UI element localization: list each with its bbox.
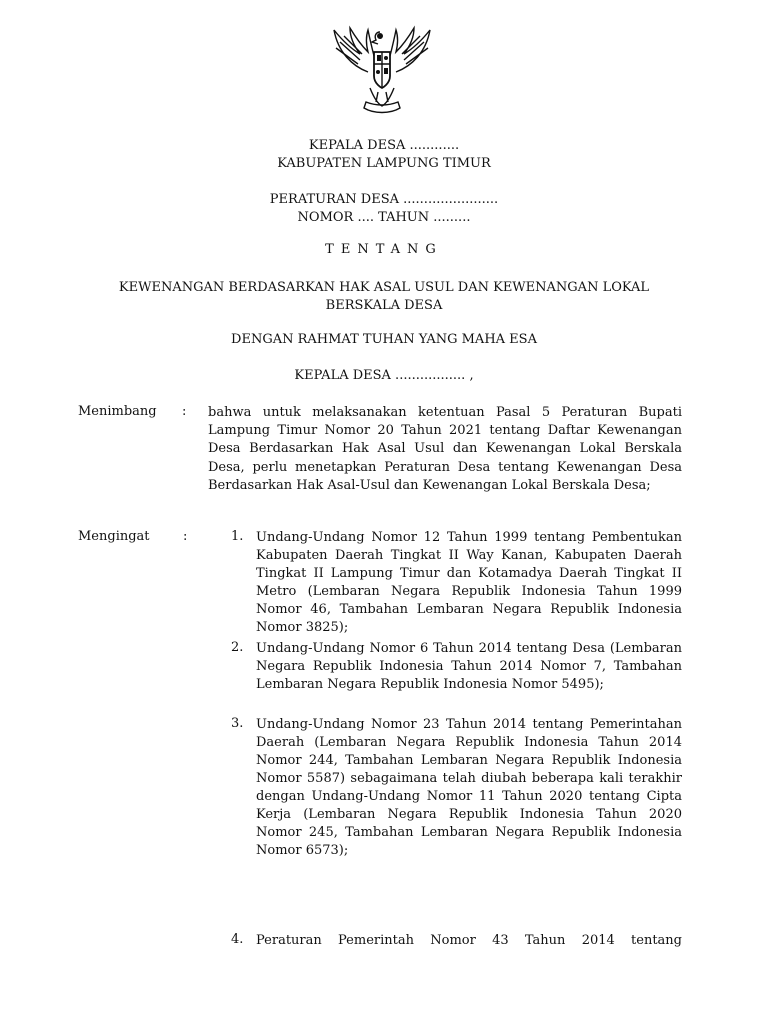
list-item-number: 1. [231,529,244,544]
list-item-number: 3. [231,716,244,731]
list-item-text: Undang-Undang Nomor 23 Tahun 2014 tentang Pemerintahan Daerah (Lembaran Negara Republik Indonesia Tahun 2014 Nomor 244, Tambahan Lembaran Negara Republik Indonesia Nomor 5587) sebagaimana telah diubah beberapa kali terakhir dengan Undang-Undang Nomor 11 Tahun 2020 tentang Cipta Kerja (Lembaran Negara Republik Indonesia Tahun 2020 Nomor 245, Tambahan Lembaran Negara Republik Indonesia Nomor 6573); [256,717,682,858]
menimbang-text: bahwa untuk melaksanakan ketentuan Pasal 5 Peraturan Bupati Lampung Timur Nomor 20 Tahun 2021 tentang Daftar Kewenangan Desa Berdasarkan Hak Asal Usul dan Kewenangan Lokal Berskala Desa, perlu menetapkan Peraturan Desa tentang Kewenangan Desa Berdasarkan Hak Asal-Usul dan Kewenangan Lokal Berskala Desa; [208,405,682,493]
menimbang-colon: : [182,404,187,419]
garuda-emblem-icon [330,22,434,120]
menimbang-label: Menimbang [78,404,157,419]
mengingat-label: Mengingat [78,529,150,544]
list-item-text: Undang-Undang Nomor 12 Tahun 1999 tentang Pembentukan Kabupaten Daerah Tingkat II Way Kanan, Kabupaten Daerah Tingkat II Lampung Timur dan Kotamadya Daerah Tingkat II Metro (Lembaran Negara Republik Indonesia Tahun 1999 Nomor 46, Tambahan Lembaran Negara Republik Indonesia Nomor 3825); [256,530,682,635]
subject-line-1: KEWENANGAN BERDASARKAN HAK ASAL USUL DAN KEWENANGAN LOKAL [118,280,650,295]
kabupaten-heading: KABUPATEN LAMPUNG TIMUR [277,156,491,171]
tentang-heading: TENTANG [325,242,443,257]
peraturan-heading: PERATURAN DESA ....................... [269,192,499,207]
list-item-number: 4. [231,932,244,947]
list-item-text: Undang-Undang Nomor 6 Tahun 2014 tentang Desa (Lembaran Negara Republik Indonesia Tahun 2014 Nomor 7, Tambahan Lembaran Negara Republik Indonesia Nomor 5495); [256,641,682,692]
list-item-number: 2. [231,640,244,655]
subject-line-2: BERSKALA DESA [325,298,443,313]
list-item-text: Peraturan Pemerintah Nomor 43 Tahun 2014 tentang [256,933,682,948]
nomor-heading: NOMOR .... TAHUN ......... [297,210,471,225]
mengingat-colon: : [183,529,188,544]
kepala-desa-signatory: KEPALA DESA ................. , [294,368,474,383]
kepala-desa-heading: KEPALA DESA ............ [308,138,460,153]
rahmat-heading: DENGAN RAHMAT TUHAN YANG MAHA ESA [231,332,537,347]
